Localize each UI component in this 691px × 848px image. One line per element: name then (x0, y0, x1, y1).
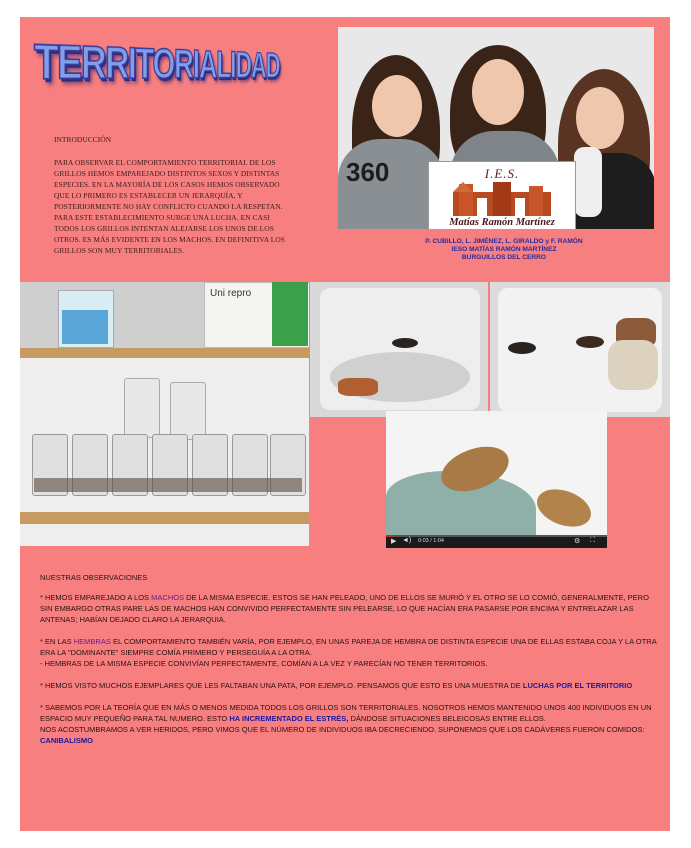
logo-name: Matías Ramón Martínez (449, 217, 555, 228)
observation-cannibalism: NOS ACOSTUMBRAMOS A VER HERIDOS, PERO VIMOS QUE EL NÚMERO DE INDIVIDUOS IBA DECRECIENDO. SUPONEMOS QUE LOS CADÁVERES FUERON COMIDOS: CANIBALISMO (40, 725, 645, 745)
credits (408, 238, 600, 262)
play-icon[interactable]: ▶ (391, 538, 397, 545)
shelf-photo (20, 282, 309, 546)
cricket-jar-photo (310, 282, 488, 417)
cricket-jar-photo-2 (490, 282, 670, 417)
video-time: 0:03 / 1:04 (418, 538, 444, 544)
observation-males: * HEMOS EMPAREJADO A LOS MACHOS DE LA MISMA ESPECIE. ESTOS SE HAN PELEADO, UNO DE ELLOS SE MURIÓ Y EL OTRO SE LO COMIÓ, GENERALMENTE, PERO SIN EMBARGO OTRAS PARE LAS DE MACHOS HAN CONVIVIDO PERFECTAMENTE SIN PELEARSE, LO QUE HACÍAN ERA PASARSE POR ENCIMA Y ENTRELAZAR LAS ANTENAS; HABÍAN DEJADO CLARO LA JERARQUIA. (40, 593, 649, 624)
observation-missing-legs: * HEMOS VISTO MUCHOS EJEMPLARES QUE LES FALTABAN UNA PATA, POR EJEMPLO. PENSAMOS QUE ESTO ES UNA MUESTRA DE LUCHAS POR EL TERRITORIO (40, 681, 633, 690)
volume-icon[interactable]: ◄) (402, 537, 412, 544)
credits-authors: P. CUBILLO, L. JIMÉNEZ, L. GIRALDO y F. RAMÓN (425, 238, 583, 245)
shirt-text: 360 (346, 157, 390, 187)
group-photo (338, 27, 654, 229)
logo-ies: I.E.S. (484, 166, 520, 181)
intro-text: PARA OBSERVAR EL COMPORTAMIENTO TERRITORIAL DE LOS GRILLOS HEMOS EMPAREJADO DISTINTOS SEXOS Y DISTINTAS ESPECIES. EN LA MAYORÍA DE LOS CASOS HEMOS OBSERVADO QUE LO PRIMERO ES ESTABLECER UN JERARQUÍA, Y POSTERIORMENTE NO HAY CONFLICTO CUANDO LA RESPETAN. PARA ESTE ESTABLECIMIENTO SURGE UNA LUCHA. EN CASI TODOS LOS GRILLOS INTENTAN ALEJARSE LOS UNOS DE LOS OTROS. ES MÁS EVIDENTE EN LOS MACHOS. EN DEFINITIVA LOS GRILLOS SON MUY TERRITORIALES. (54, 158, 285, 255)
intro-heading: INTRODUCCIÓN (54, 135, 112, 144)
observations-body (40, 592, 660, 757)
observation-stress: * SABEMOS POR LA TEORÍA QUE EN MÁS O MENOS MEDIDA TODOS LOS GRILLOS SON TERRITORIALES. NOSOTROS HEMOS MANTENIDO UNOS 400 INDIVIDUOS EN UN ESPACIO MUY PEQUEÑO PARA TAL NUMERO. ESTO HA INCREMENTADO EL ESTRÉS, DÁNDOSE SITUACIONES BELEICOSAS ENTRE ELLOS. (40, 703, 652, 723)
box-label: Uni repro (210, 288, 252, 299)
fullscreen-icon[interactable]: ⛶ (590, 537, 595, 544)
settings-icon[interactable]: ⚙ (574, 538, 581, 545)
credits-town: BURGUILLOS DEL CERRO (461, 254, 547, 261)
school-logo (428, 161, 576, 229)
video-controls (386, 535, 607, 548)
poster (20, 17, 670, 831)
observation-females: * EN LAS HEMBRAS EL COMPORTAMIENTO TAMBIÉN VARÍA, POR EJEMPLO, EN UNAS PAREJA DE HEMBRA DE DISTINTA ESPECIE UNA DE ELLAS ESTABA COJA Y LA OTRA ERA LA "DOMINANTE" SIEMPRE COMÍA PRIMERO Y PERSEGUÍA A LA OTRA. (40, 637, 657, 657)
credits-school: IESO MATÍAS RAMÓN MARTÍNEZ (451, 246, 557, 253)
observations-heading: NUESTRAS OBSERVACIONES (40, 573, 148, 582)
observation-same-species-females: - HEMBRAS DE LA MISMA ESPECIE CONVIVÍAN PERFECTAMENTE, COMÍAN A LA VEZ Y PARECÍAN NO TENER TERRITORIOS. (40, 659, 488, 668)
video-player[interactable] (386, 411, 607, 548)
school-building-logo-icon (453, 182, 551, 216)
poster-title: TERRITORIALIDAD (34, 33, 280, 91)
